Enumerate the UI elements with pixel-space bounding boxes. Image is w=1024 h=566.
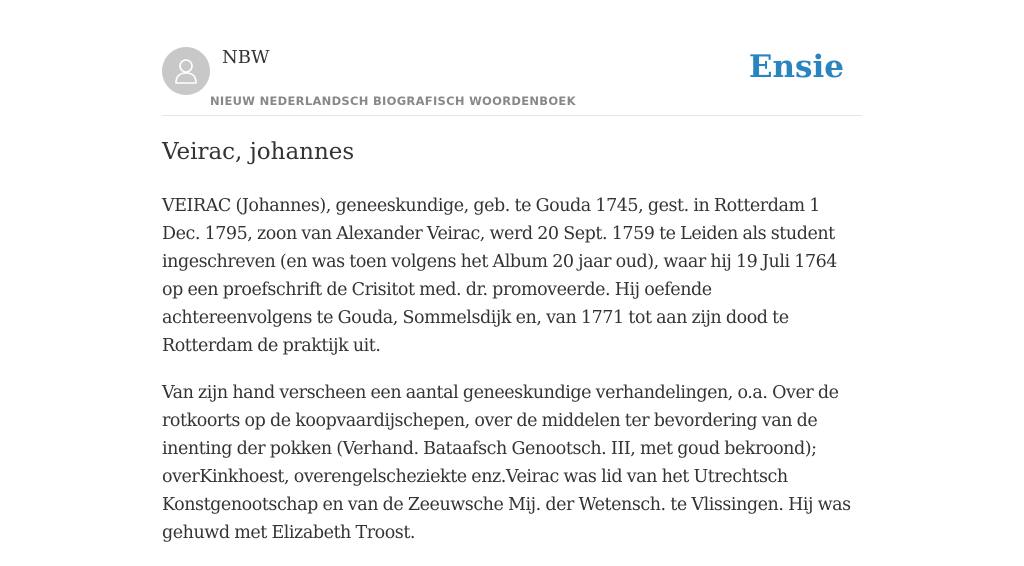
- article-paragraph: Van zijn hand verscheen een aantal geneeskundige verhandelingen, o.a. Over de rotkoorts op de koopvaardijschepen, over de middelen ter bevordering van de inenting der pokken (Verhand. Bataafsch Genootsch. III, met goud bekroond); overKinkhoest, overengelscheziekte enz.Veirac was lid van het Utrechtsch Konstgenootschap en van de Zeeuwsche Mij. der Wetensch. te Vlissingen. Hij was gehuwd met Elizabeth Troost.: [162, 383, 851, 543]
- header: [162, 0, 862, 116]
- article-body: [162, 192, 862, 566]
- page: [162, 0, 862, 543]
- source-subtitle: NIEUW NEDERLANDSCH BIOGRAFISCH WOORDENBOEK: [210, 94, 576, 108]
- user-icon: [174, 57, 198, 85]
- ensie-logo[interactable]: Ensie: [748, 49, 844, 85]
- source-name[interactable]: NBW: [222, 47, 270, 68]
- avatar[interactable]: [162, 47, 210, 95]
- article-paragraph: VEIRAC (Johannes), geneeskundige, geb. te Gouda 1745, gest. in Rotterdam 1 Dec. 1795, zoon van Alexander Veirac, werd 20 Sept. 1759 te Leiden als student ingeschreven (en was toen volgens het Album 20 jaar oud), waar hij 19 Juli 1764 op een proefschrift de Crisitot med. dr. promoveerde. Hij oefende achtereenvolgens te Gouda, Sommelsdijk en, van 1771 tot aan zijn dood te Rotterdam de praktijk uit.: [162, 196, 837, 356]
- article-title: Veirac, johannes: [162, 139, 355, 165]
